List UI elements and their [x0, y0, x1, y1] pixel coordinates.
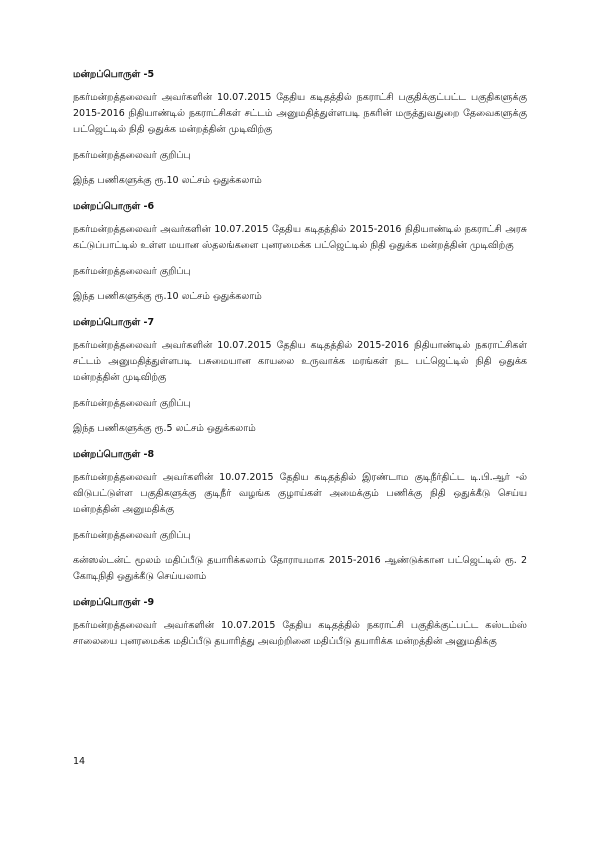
agenda-heading: மன்றப்பொருள் -9 [73, 597, 155, 608]
agenda-heading: மன்றப்பொருள் -5 [73, 69, 155, 80]
agenda-resolution: நகர்மன்றத்தலைவர் அவர்களின் 10.07.2015 தேதிய கடிதத்தில் 2015-2016 நிதியாண்டில் நகராட்சி அரசு கட்டுப்பாட்டில் உள்ள மயான ஸ்தலங்களை புனரமைக்க பட்ஜெட்டில் நிதி ஒதுக்க மன்றத்தின் முடிவிற்கு [73, 224, 527, 251]
agenda-resolution: நகர்மன்றத்தலைவர் அவர்களின் 10.07.2015 தேதிய கடிதத்தில் நகராட்சி பகுதிக்குட்பட்ட பகுதிகளுக்கு 2015-2016 நிதியாண்டில் நகராட்சிகள் சட்டம் அனுமதித்துள்ளபடி நகரின் மருத்துவதுறை தேவைகளுக்கு பட்ஜெட்டில் நிதி ஒதுக்க மன்றத்தின் முடிவிற்கு [73, 92, 527, 135]
agenda-heading: மன்றப்பொருள் -7 [73, 317, 155, 328]
chairman-note-label: நகர்மன்றத்தலைவர் குறிப்பு [73, 150, 191, 161]
agenda-resolution: நகர்மன்றத்தலைவர் அவர்களின் 10.07.2015 தேதிய கடிதத்தில் 2015-2016 நிதியாண்டில் நகராட்சிகள் சட்டம் அனுமதித்துள்ளபடி பசுமையான காயலை உருவாக்க மரங்கள் நட பட்ஜெட்டில் நிதி ஒதுக்க மன்றத்தின் முடிவிற்கு [73, 340, 527, 383]
agenda-heading: மன்றப்பொருள் -6 [73, 201, 155, 212]
agenda-item-5 [73, 68, 527, 189]
chairman-note-text: கன்ஸல்டன்ட் மூலம் மதிப்பீடு தயாரிக்கலாம் தோராயமாக 2015-2016 ஆண்டுக்கான பட்ஜெட்டில் ரூ. 2 கோடிநிதி ஒதுக்கீடு செய்யலாம் [73, 555, 527, 582]
agenda-resolution: நகர்மன்றத்தலைவர் அவர்களின் 10.07.2015 தேதிய கடிதத்தில் இரண்டாம குடிநீர்திட்ட டி.பி.ஆர் -ல் விடுபட்டுள்ள பகுதிகளுக்கு குடிநீர் வழங்க குழாய்கள் அமைக்கும் பணிக்கு நிதி ஒதுக்கீடு செய்ய மன்றத்தின் அனுமதிக்கு [73, 472, 527, 515]
chairman-note-text: இந்த பணிகளுக்கு ரூ.10 லட்சம் ஒதுக்கலாம் [73, 291, 262, 302]
chairman-note-label: நகர்மன்றத்தலைவர் குறிப்பு [73, 530, 191, 541]
chairman-note-label: நகர்மன்றத்தலைவர் குறிப்பு [73, 398, 191, 409]
chairman-note-text: இந்த பணிகளுக்கு ரூ.5 லட்சம் ஒதுக்கலாம் [73, 423, 256, 434]
agenda-resolution: நகர்மன்றத்தலைவர் அவர்களின் 10.07.2015 தேதிய கடிதத்தில் நகராட்சி பகுதிக்குட்பட்ட கஸ்டம்ஸ் சாலையை புனரமைக்க மதிப்பீடு தயாரித்து அவற்றினை மதிப்பீடு தயாரிக்க மன்றத்தின் அனுமதிக்கு [73, 620, 527, 647]
chairman-note-text: இந்த பணிகளுக்கு ரூ.10 லட்சம் ஒதுக்கலாம் [73, 175, 262, 186]
agenda-heading: மன்றப்பொருள் -8 [73, 449, 155, 460]
chairman-note-label: நகர்மன்றத்தலைவர் குறிப்பு [73, 266, 191, 277]
agenda-item-7 [73, 316, 527, 437]
agenda-item-8 [73, 448, 527, 585]
page-number: 14 [73, 756, 86, 767]
agenda-item-6 [73, 200, 527, 305]
page-content [73, 68, 527, 661]
agenda-item-9 [73, 596, 527, 650]
